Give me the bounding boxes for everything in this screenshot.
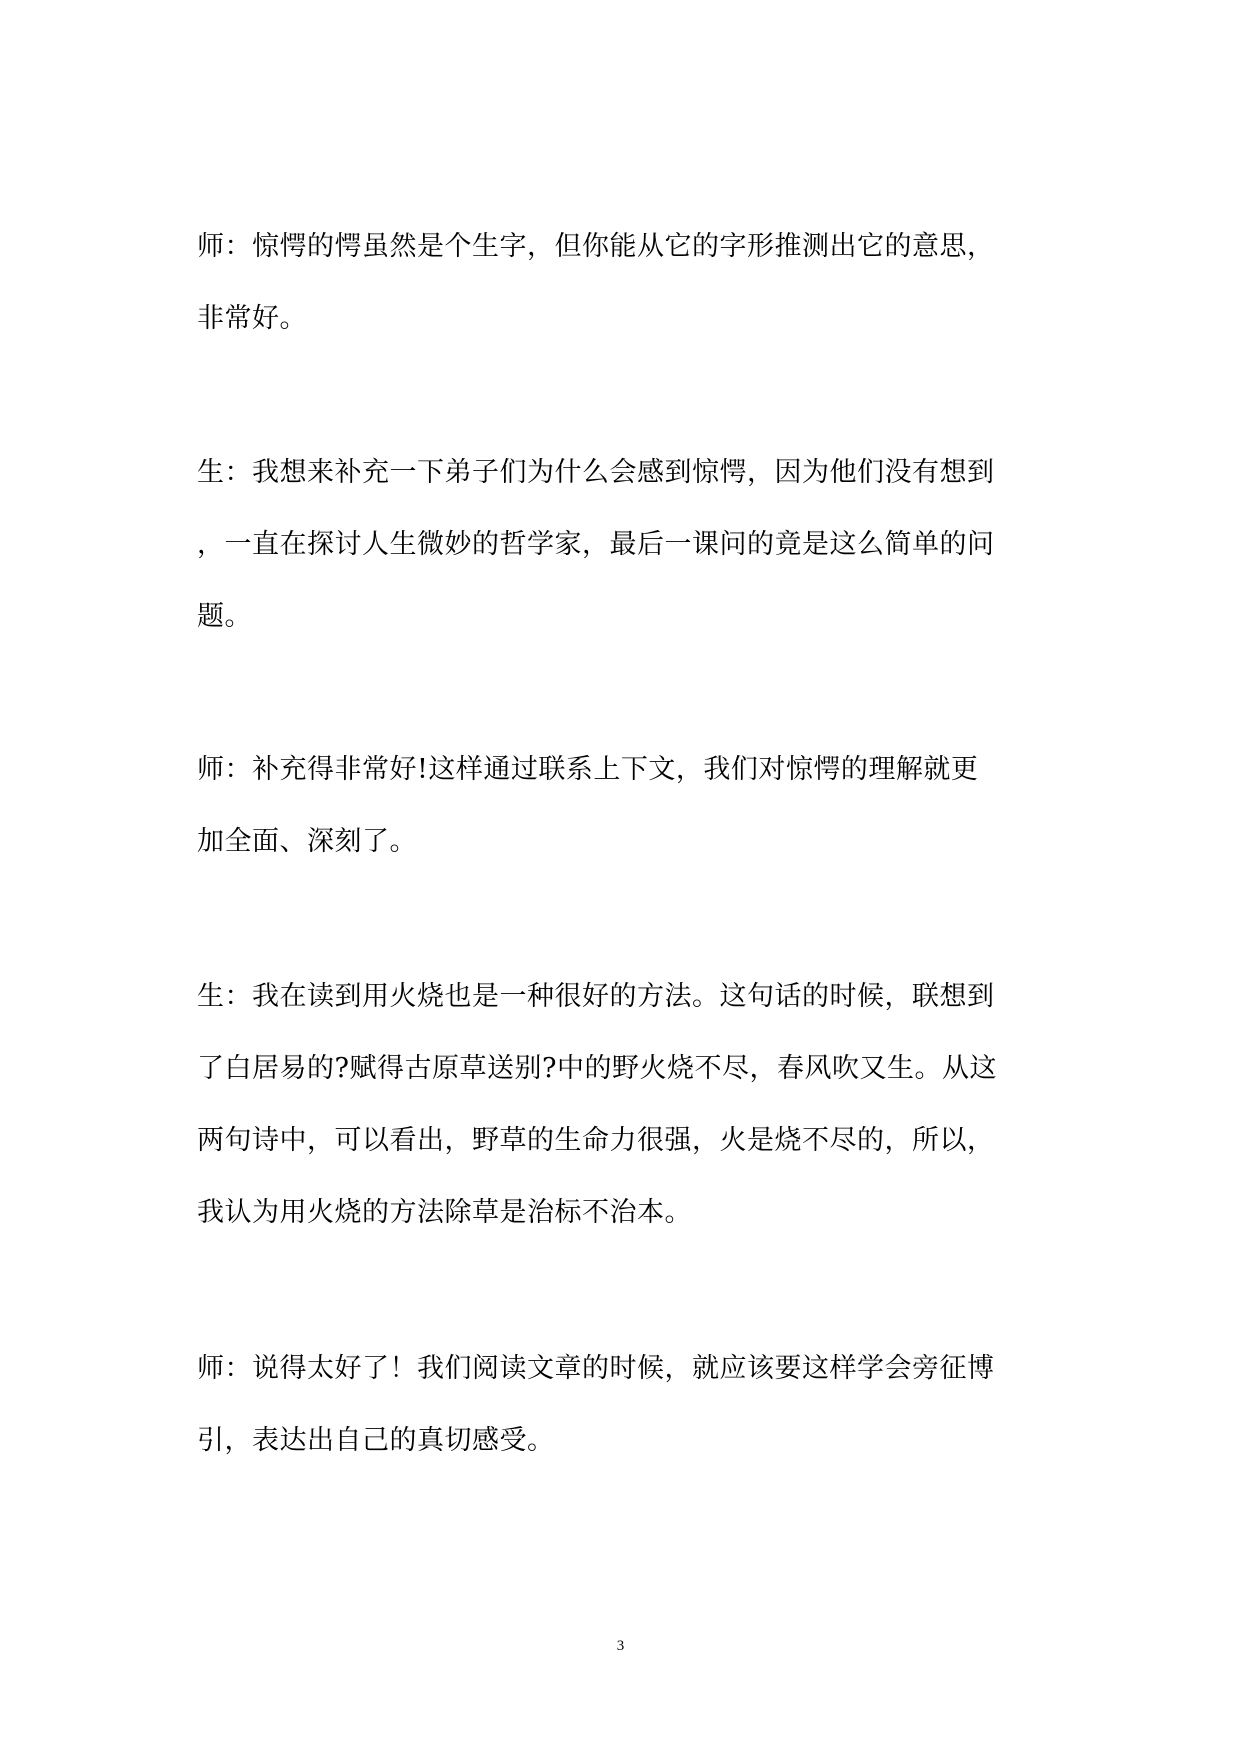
paragraph-line: ，一直在探讨人生微妙的哲学家，最后一课问的竟是这么简单的问 <box>197 529 995 560</box>
paragraph-line: 两句诗中，可以看出，野草的生命力很强，火是烧不尽的，所以， <box>197 1125 995 1156</box>
paragraph-line: 师：说得太好了！我们阅读文章的时候，就应该要这样学会旁征博 <box>197 1353 995 1384</box>
paragraph-line: 题。 <box>197 601 252 632</box>
paragraph-line: 我认为用火烧的方法除草是治标不治本。 <box>197 1197 692 1228</box>
paragraph-line: 生：我在读到用火烧也是一种很好的方法。这句话的时候，联想到 <box>197 981 995 1012</box>
paragraph-line: 了白居易的?赋得古原草送别?中的野火烧不尽，春风吹又生。从这 <box>197 1053 997 1084</box>
paragraph-line: 师：惊愕的愕虽然是个生字，但你能从它的字形推测出它的意思， <box>197 231 995 262</box>
paragraph-line: 生：我想来补充一下弟子们为什么会感到惊愕，因为他们没有想到 <box>197 457 995 488</box>
paragraph-line: 加全面、深刻了。 <box>197 826 417 857</box>
page-number: 3 <box>616 1638 625 1654</box>
paragraph-line: 师：补充得非常好!这样通过联系上下文，我们对惊愕的理解就更 <box>197 754 979 785</box>
paragraph-line: 非常好。 <box>197 303 307 334</box>
paragraph-line: 引，表达出自己的真切感受。 <box>197 1425 555 1456</box>
